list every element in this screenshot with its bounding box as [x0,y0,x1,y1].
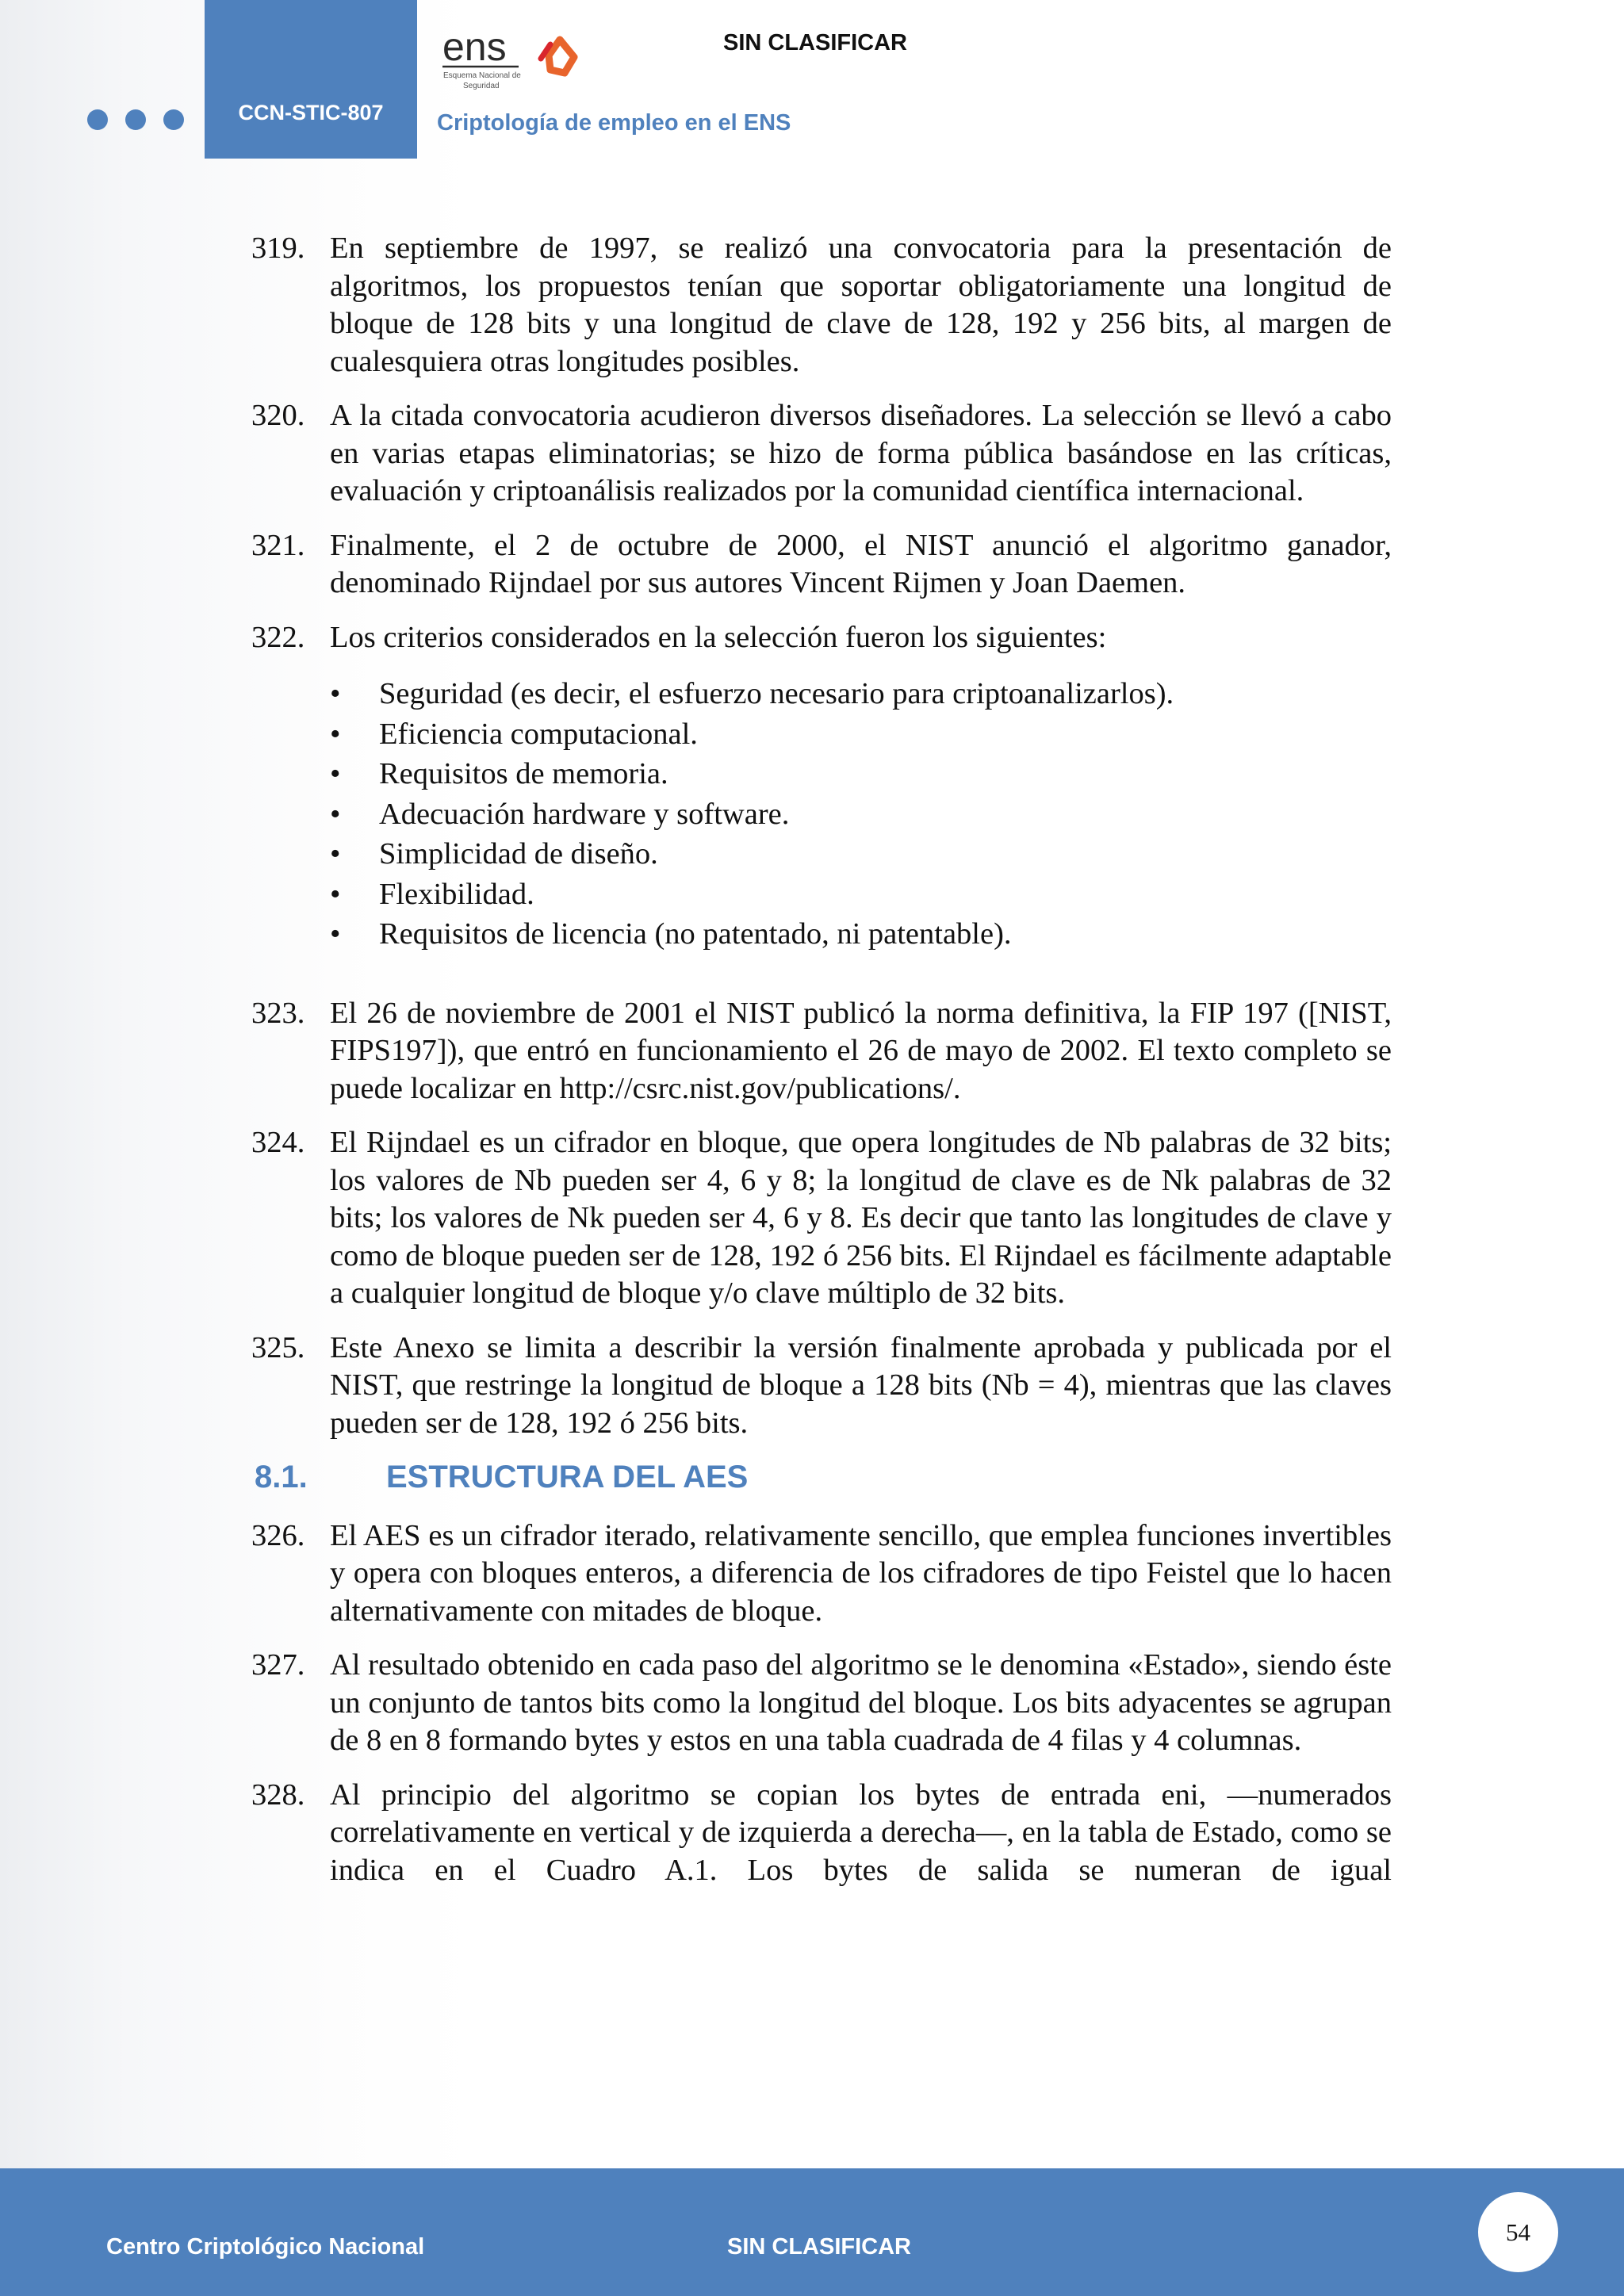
bullet-icon: • [330,677,341,710]
header-dots [87,109,184,130]
list-item-text: Eficiencia computacional. [379,717,698,751]
paragraph-320 [251,397,1392,511]
logo-wordmark: ens [442,27,507,69]
bullet-icon: • [330,837,341,871]
paragraph-number: 319. [251,232,305,265]
section-title: ESTRUCTURA DEL AES [386,1460,749,1494]
list-item-text: Requisitos de memoria. [379,757,668,790]
paragraph-text: El 26 de noviembre de 2001 el NIST publicó la norma definitiva, la FIP 197 ([NIST, FIPS197]), que entró en funcionamiento el 26 de mayo de 2002. El texto completo se puede localizar en http://csrc.nist.gov/publications/. [330,996,1392,1105]
paragraph-321 [251,527,1392,603]
list-item-text: Seguridad (es decir, el esfuerzo necesario para criptoanalizarlos). [379,677,1174,710]
paragraph-text: El AES es un cifrador iterado, relativamente sencillo, que emplea funciones invertibles y opera con bloques enteros, a diferencia de los cifradores de tipo Feistel que lo hacen alternativamente con mitades de bloque. [330,1518,1392,1628]
paragraph-323 [251,995,1392,1108]
paragraph-text: A la citada convocatoria acudieron diversos diseñadores. La selección se llevó a cabo en varias etapas eliminatorias; se hizo de forma pública basándose en las críticas, evaluación y criptoanálisis realizados por la comunidad científica internacional. [330,399,1392,507]
paragraph-322 [251,619,1392,657]
paragraph-text: Al resultado obtenido en cada paso del algoritmo se le denomina «Estado», siendo éste un conjunto de tantos bits como la longitud del bloque. Los bits adyacentes se agrupan de 8 en 8 formando bytes y estos en una tabla cuadrada de 4 filas y 4 columnas. [330,1648,1392,1757]
logo-tagline-2: Seguridad [463,82,500,90]
paragraph-text: El Rijndael es un cifrador en bloque, que opera longitudes de Nb palabras de 32 bits; los valores de Nb pueden ser 4, 6 y 8; la longitud de clave es de Nk palabras de 32 bits; los valores de Nk pueden ser 4, 6 y 8. Es decir que tanto las longitudes de clave y como de bloque pueden ser de 128, 192 ó 256 bits. El Rijndael es fácilmente adaptable a cualquier longitud de bloque y/o clave múltiplo de 32 bits. [330,1126,1392,1310]
section-number: 8.1. [255,1460,308,1494]
paragraph-number: 327. [251,1648,305,1682]
page-number-badge [1478,2192,1558,2272]
list-item [330,674,1392,714]
bullet-icon: • [330,877,341,911]
list-item-text: Flexibilidad. [379,877,534,911]
paragraph-number: 324. [251,1126,305,1159]
paragraph-328 [251,1777,1392,1890]
header-dot [125,109,146,130]
paragraph-number: 323. [251,996,305,1030]
paragraph-number: 328. [251,1777,305,1812]
list-item-text: Simplicidad de diseño. [379,837,658,871]
paragraph-text: Los criterios considerados en la selección fueron los siguientes: [330,620,1107,654]
section-heading [255,1459,1392,1497]
header-dot [163,109,184,130]
paragraph-number: 321. [251,528,305,562]
doc-code: CCN-STIC-807 [238,101,384,124]
list-item [330,794,1392,835]
bullet-icon: • [330,757,341,790]
bullet-icon: • [330,797,341,831]
paragraph-text: En septiembre de 1997, se realizó una convocatoria para la presentación de algoritmos, los propuestos tenían que soportar obligatoriamente una longitud de bloque de 128 bits y una longitud de clave de 128, 192 y 256 bits, al margen de cualesquiera otras longitudes posibles. [330,232,1392,378]
paragraph-326 [251,1517,1392,1631]
list-item [330,834,1392,874]
paragraph-324 [251,1124,1392,1313]
ens-logo [441,27,584,94]
document-body [251,230,1392,1906]
paragraph-325 [251,1330,1392,1443]
list-item [330,714,1392,755]
list-item-text: Adecuación hardware y software. [379,797,790,831]
footer-bar [0,2168,1624,2296]
list-item [330,754,1392,794]
paragraph-319 [251,230,1392,381]
doc-code-box [205,0,417,159]
paragraph-text: Este Anexo se limita a describir la versión finalmente aprobada y publicada por el NIST, que restringe la longitud de bloque a 128 bits (Nb = 4), mientras que las claves pueden ser de 128, 192 ó 256 bits. [330,1330,1392,1440]
list-item [330,914,1392,955]
list-item-text: Requisitos de licencia (no patentado, ni patentable). [379,917,1012,951]
logo-tagline-1: Esquema Nacional de [443,71,521,80]
header-subtitle: Criptología de empleo en el ENS [437,110,791,136]
paragraph-number: 326. [251,1518,305,1552]
bullet-icon: • [330,917,341,951]
bullet-icon: • [330,717,341,751]
paragraph-number: 322. [251,620,305,654]
page-number: 54 [1506,2218,1530,2246]
header-dot [87,109,108,130]
criteria-list [330,674,1392,955]
paragraph-327 [251,1647,1392,1760]
paragraph-text: Finalmente, el 2 de octubre de 2000, el NIST anunció el algoritmo ganador, denominado Rijndael por sus autores Vincent Rijmen y Joan Daemen. [330,528,1392,599]
list-item [330,874,1392,915]
footer-organization: Centro Criptológico Nacional [106,2234,425,2260]
paragraph-number: 320. [251,399,305,432]
footer-classification: SIN CLASIFICAR [727,2234,911,2260]
paragraph-number: 325. [251,1330,305,1364]
paragraph-text: Al principio del algoritmo se copian los bytes de entrada eni, —numerados correlativamente en vertical y de izquierda a derecha—, en la tabla de Estado, como se indica en el Cuadro A.1. Los bytes de salida se numeran de igual [330,1777,1392,1887]
header-classification: SIN CLASIFICAR [723,30,907,55]
